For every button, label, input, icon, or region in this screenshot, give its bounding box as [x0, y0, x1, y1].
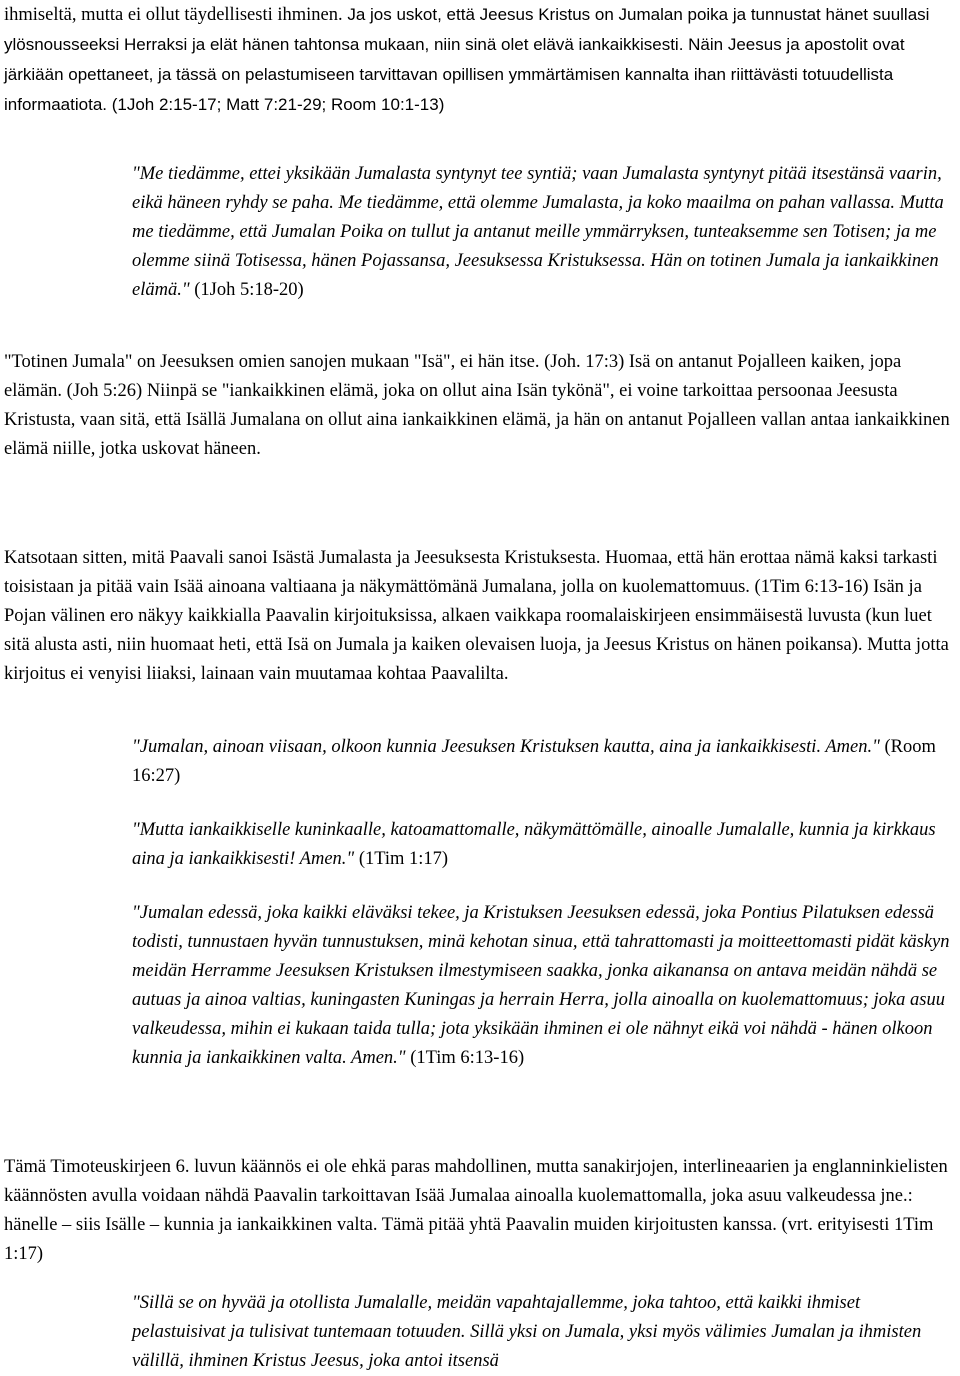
intro-reference: (1Joh 2:15-17; Matt 7:21-29; Room 10:1-13) [107, 95, 445, 114]
quote-text: "Me tiedämme, ettei yksikään Jumalasta syntynyt tee syntiä; vaan Jumalasta syntynyt pitää itsestänsä vaarin, eikä häneen ryhdy se paha. Me tiedämme, että olemme Jumalasta, ja koko maailma on pahan vallassa. Mutta me tiedämme, että Jumalan Poika on tullut ja antanut meille ymmärryksen, tunteaksemme sen Totisen; ja me olemme siinä Totisessa, hänen Pojassansa, Jeesuksessa Kristuksessa. Hän on totinen Jumala ja iankaikkinen elämä." [132, 164, 944, 300]
quote-1tim-6 [132, 899, 958, 1073]
paragraph-totinen-jumala [4, 348, 958, 464]
paragraph-text: Tämä Timoteuskirjeen 6. luvun käännös ei ole ehkä paras mahdollinen, mutta sanakirjojen, interlineaarien ja englanninkielisten käännösten avulla voidaan nähdä Paavalin tarkoittavan Isää Jumalaa ainoalla kuolemattomalla, joka asuu valkeudessa jne.: hänelle – siis Isälle – kunnia ja iankaikkinen valta. Tämä pitää yhtä Paavalin muiden kirjoitusten kanssa. (vrt. erityisesti 1Tim 1:17) [4, 1157, 948, 1264]
quote-reference: (1Tim 6:13-16) [405, 1048, 525, 1068]
intro-lead-text: ihmiseltä, mutta ei ollut täydellisesti ihminen. [4, 5, 343, 25]
quote-1tim-1 [132, 816, 958, 874]
quote-text: "Jumalan, ainoan viisaan, olkoon kunnia Jeesuksen Kristuksen kautta, aina ja iankaikkisesti. Amen." [132, 737, 880, 757]
quote-reference: (1Tim 1:17) [354, 849, 449, 869]
quote-1tim-2 [132, 1289, 958, 1376]
paragraph-text: Katsotaan sitten, mitä Paavali sanoi Isästä Jumalasta ja Jeesuksesta Kristuksesta. Huomaa, että hän erottaa nämä kaksi tarkasti toisistaan ja pitää vain Isää ainoana valtiaana ja näkymättömänä Jumalana, jolla on kuolemattomuus. (1Tim 6:13-16) Isän ja Pojan välinen ero näkyy kaikkialla Paavalin kirjoituksissa, alkaen vaikkapa roomalaiskirjeen ensimmäisestä luvusta (kun luet sitä alusta asti, niin huomaat heti, että Isä on Jumala ja kaiken olevaisen luoja, ja Jeesus Kristus on hänen poikansa). Mutta jotta kirjoitus ei venyisi liiaksi, lainaan vain muutamaa kohtaa Paavalilta. [4, 548, 949, 684]
paragraph-timoteus [4, 1153, 958, 1269]
paragraph-text: "Totinen Jumala" on Jeesuksen omien sanojen mukaan "Isä", ei hän itse. (Joh. 17:3) Isä on antanut Pojalleen kaiken, jopa elämän. (Joh 5:26) Niinpä se "iankaikkinen elämä, joka on ollut aina Isän tykönä", ei voine tarkoittaa persoonaa Jeesusta Kristusta, vaan sitä, että Isällä Jumalana on ollut aina iankaikkinen elämä, ja hän on antanut Pojalleen vallan antaa iankaikkinen elämä niille, jotka uskovat häneen. [4, 352, 950, 459]
quote-reference: (Room 16:27) [132, 737, 936, 786]
quote-reference: (1Joh 5:18-20) [189, 280, 304, 300]
intro-paragraph [4, 0, 958, 120]
quote-text: "Mutta iankaikkiselle kuninkaalle, katoamattomalle, näkymättömälle, ainoalle Jumalalle, kunnia ja kirkkaus aina ja iankaikkisesti! Amen." [132, 820, 936, 869]
quote-text: "Sillä se on hyvää ja otollista Jumalalle, meidän vapahtajallemme, joka tahtoo, että kaikki ihmiset pelastuisivat ja tulisivat tuntemaan totuuden. Sillä yksi on Jumala, yksi myös välimies Jumalan ja ihmisten välillä, ihminen Kristus Jeesus, joka antoi itsensä [132, 1293, 922, 1371]
quote-1joh-5 [132, 160, 958, 305]
quote-room-16 [132, 733, 958, 791]
intro-main-text: Ja jos uskot, että Jeesus Kristus on Jumalan poika ja tunnustat hänet suullasi ylösnousseeksi Herraksi ja elät hänen tahtonsa mukaan, niin sinä olet elävä iankaikkisesti. Näin Jeesus ja apostolit ovat järkiään opettaneet, ja tässä on pelastumiseen tarvittavan opillisen ymmärtämisen kannalta ihan riittävästi totuudellista informaatiota. [4, 5, 930, 114]
paragraph-paavali [4, 544, 958, 689]
quote-text: "Jumalan edessä, joka kaikki eläväksi tekee, ja Kristuksen Jeesuksen edessä, joka Pontius Pilatuksen edessä todisti, tunnustaen hyvän tunnustuksen, minä kehotan sinua, että tahrattomasti ja moitteettomasti pidät käskyn meidän Herramme Jeesuksen Kristuksen ilmestymiseen saakka, jonka aikanansa on antava meidän nähdä se autuas ja ainoa valtias, kuningasten Kuningas ja herrain Herra, jolla ainoalla on kuolemattomuus; joka asuu valkeudessa, mihin ei kukaan taida tulla; jota yksikään ihminen ei ole nähnyt eikä voi nähdä - hänen olkoon kunnia ja iankaikkinen valta. Amen." [132, 903, 950, 1068]
